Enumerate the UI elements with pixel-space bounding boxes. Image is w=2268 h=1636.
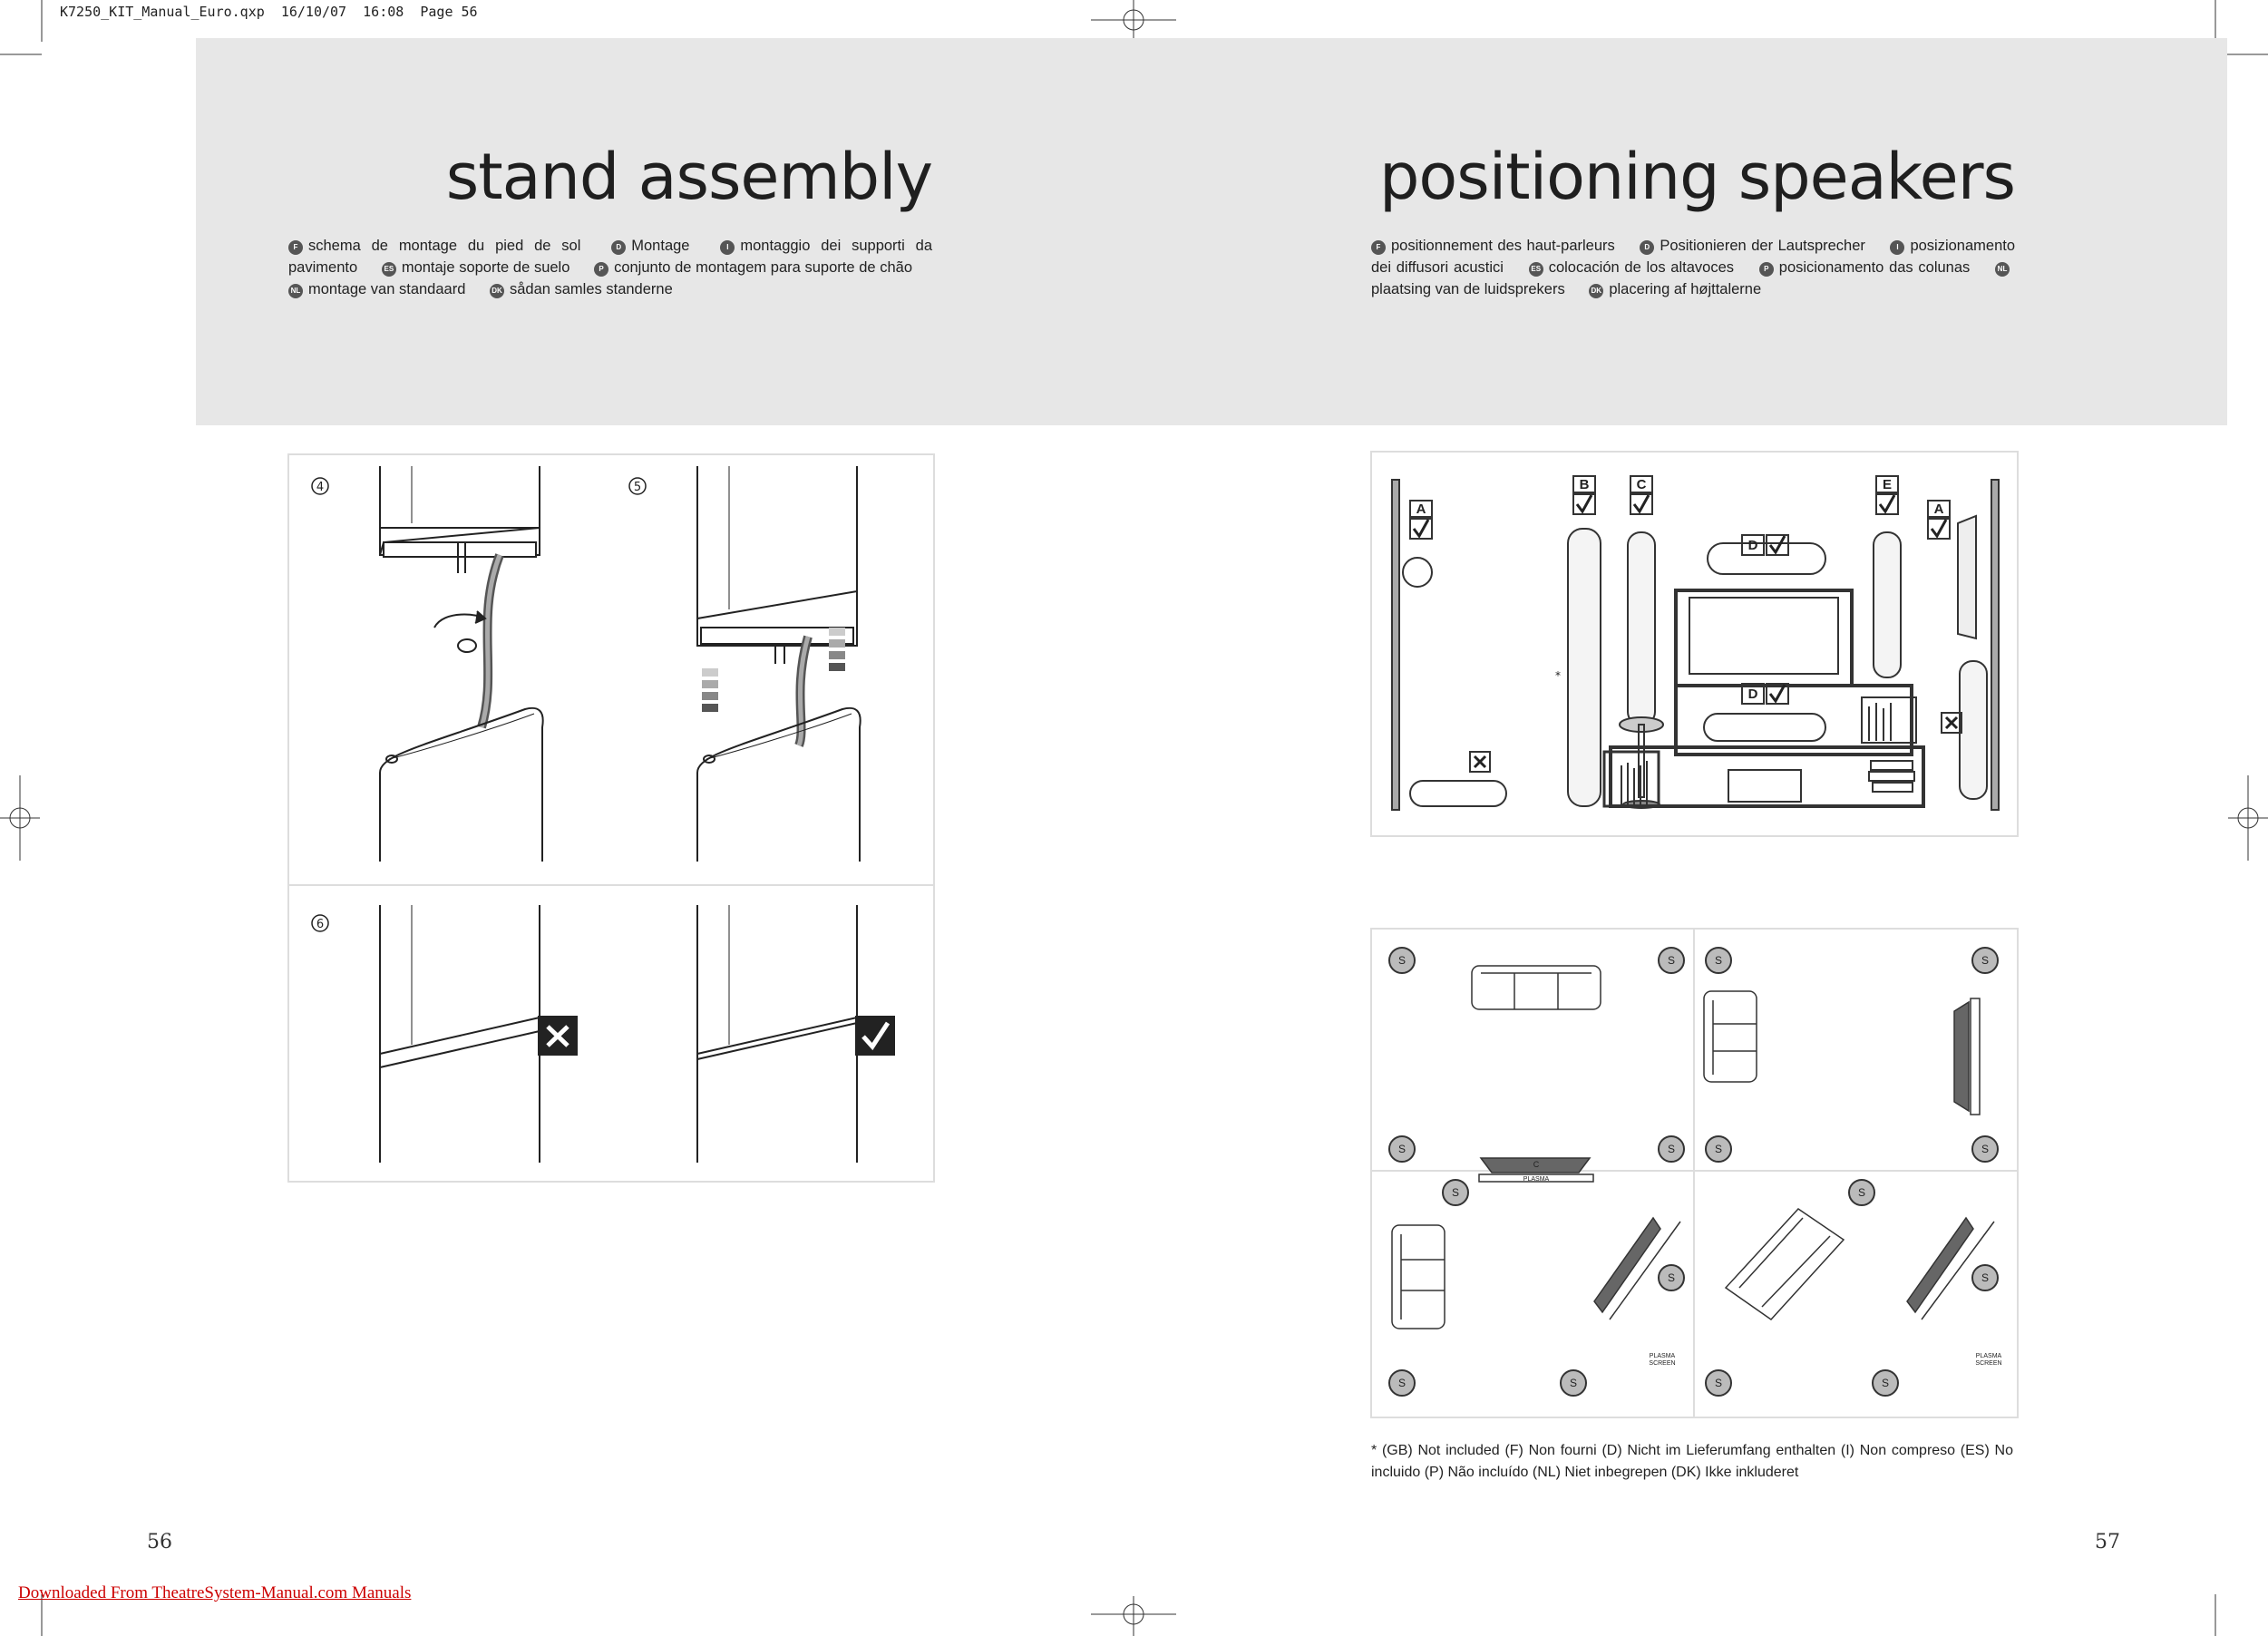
- svg-text:S: S: [1714, 954, 1723, 967]
- header-band: [196, 38, 2227, 425]
- svg-text:S: S: [1667, 954, 1676, 967]
- lang-badge-i: I: [1890, 240, 1904, 255]
- lang-badge-es: ES: [382, 262, 396, 277]
- step-5-number: 5: [633, 481, 642, 494]
- svg-text:PLASMA: PLASMA: [1649, 1353, 1676, 1359]
- lang-badge-p: P: [1759, 262, 1774, 277]
- svg-text:S: S: [1667, 1143, 1676, 1155]
- step-4-number: 4: [316, 481, 325, 494]
- lang-badge-nl: NL: [1995, 262, 2010, 277]
- svg-text:S: S: [1397, 1143, 1407, 1155]
- svg-text:S: S: [1569, 1377, 1578, 1389]
- speaker-label-a-left: A: [1416, 502, 1426, 517]
- speaker-label-e: E: [1882, 477, 1893, 492]
- speaker-wall-layout-figure: [1370, 451, 2019, 837]
- file-slug-line: K7250_KIT_Manual_Euro.qxp 16/10/07 16:08 Page 56: [60, 4, 478, 20]
- step-6-number: 6: [316, 918, 325, 931]
- lang-badge-dk: DK: [1589, 284, 1603, 298]
- lang-badge-es: ES: [1529, 262, 1543, 277]
- cross-icon: [538, 1016, 578, 1056]
- check-icon: [855, 1016, 895, 1056]
- svg-text:S: S: [1667, 1271, 1676, 1284]
- not-included-footnote: * (GB) Not included (F) Non fourni (D) Nicht im Lieferumfang enthalten (I) Non compreso (ES) No incluido (P) Não incluído (NL) Niet inbegrepen (DK) Ikke inkluderet: [1371, 1443, 2013, 1480]
- svg-text:S: S: [1714, 1377, 1723, 1389]
- svg-text:SCREEN: SCREEN: [1649, 1360, 1676, 1367]
- lang-badge-nl: NL: [288, 284, 303, 298]
- svg-text:S: S: [1981, 954, 1990, 967]
- download-source-link[interactable]: Downloaded From TheatreSystem-Manual.com Manuals: [18, 1583, 412, 1602]
- stand-assembly-title: stand assembly: [445, 140, 932, 214]
- page-number-right: 57: [2095, 1531, 2120, 1553]
- svg-text:S: S: [1857, 1186, 1866, 1199]
- speaker-label-a-right: A: [1933, 502, 1944, 517]
- svg-text:S: S: [1881, 1377, 1890, 1389]
- lang-badge-i: I: [720, 240, 735, 255]
- lang-badge-f: F: [1371, 240, 1386, 255]
- svg-text:S: S: [1714, 1143, 1723, 1155]
- positioning-speakers-translations: F positionnement des haut-parleurs D Positionieren der Lautsprecher I posizionamento dei diffusori acustici ES colocación de los altavoces P posicionamento das colunas NLplaatsing van de luidsprekers DK placering af højttalerne: [1371, 238, 2016, 297]
- svg-text:S: S: [1981, 1143, 1990, 1155]
- svg-text:S: S: [1451, 1186, 1460, 1199]
- stand-assembly-figure: [287, 453, 935, 1183]
- svg-text:S: S: [1397, 1377, 1407, 1389]
- lang-badge-p: P: [594, 262, 608, 277]
- room-layout-figure: [1370, 928, 2019, 1418]
- lang-badge-dk: DK: [490, 284, 504, 298]
- svg-text:S: S: [1981, 1271, 1990, 1284]
- lang-badge-d: D: [1640, 240, 1654, 255]
- lang-badge-d: D: [611, 240, 626, 255]
- svg-text:PLASMA: PLASMA: [1975, 1353, 2002, 1359]
- speaker-label-b: B: [1579, 477, 1590, 492]
- svg-text:SCREEN: SCREEN: [1975, 1360, 2002, 1367]
- svg-text:*: *: [1555, 669, 1561, 682]
- positioning-speakers-title: positioning speakers: [1379, 140, 2015, 214]
- speaker-label-d-bottom: D: [1747, 687, 1758, 702]
- speaker-label-c: C: [1636, 477, 1647, 492]
- plasma-label: PLASMA: [1523, 1176, 1550, 1183]
- svg-text:S: S: [1397, 954, 1407, 967]
- center-label: C: [1533, 1160, 1540, 1169]
- page-number-left: 56: [147, 1531, 172, 1553]
- speaker-label-d-top: D: [1747, 538, 1758, 553]
- lang-badge-f: F: [288, 240, 303, 255]
- stand-assembly-translations: F schema de montage du pied de sol D Montage I montaggio dei supporti da pavimento ES montaje soporte de suelo P conjunto de montagem para suporte de chão NL montage van standaard DK sådan samles standerne: [288, 238, 933, 297]
